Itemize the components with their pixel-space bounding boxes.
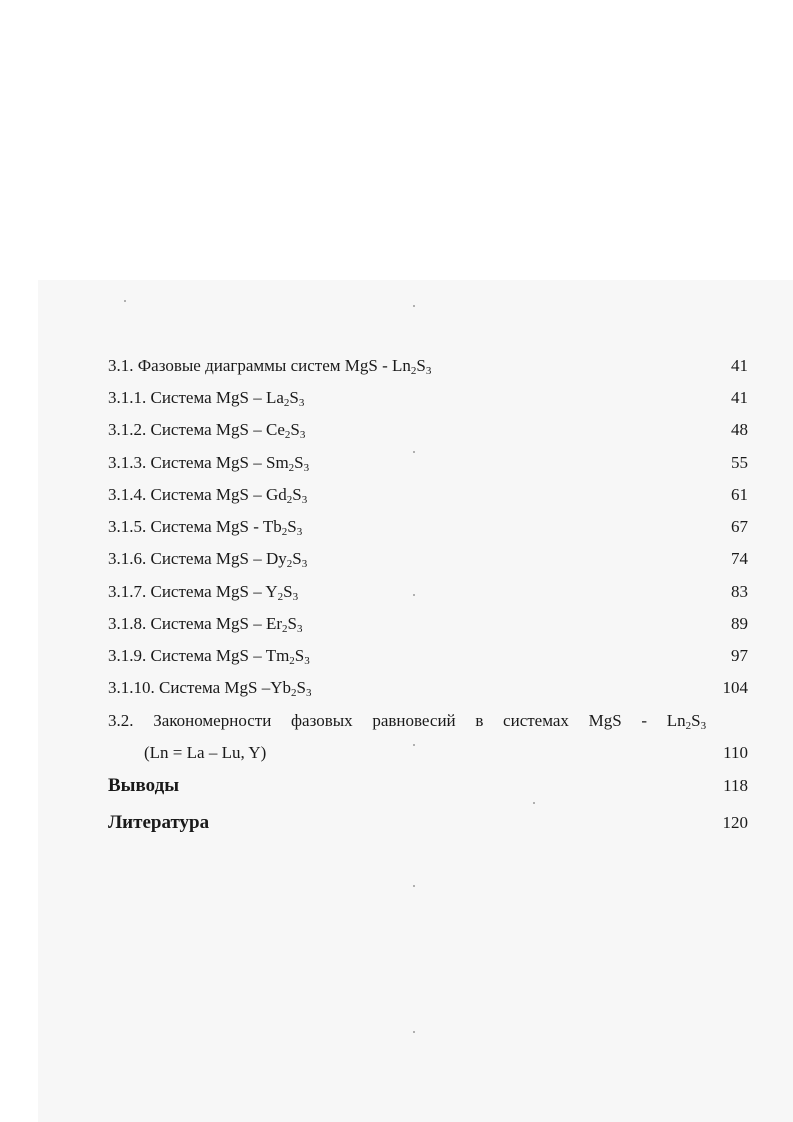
page-number: 41 <box>731 356 748 375</box>
page-number: 110 <box>723 743 748 762</box>
toc-entry-3-1-5[interactable]: 3.1.5. Система MgS - $Tb_2S_3$ 67 <box>108 517 748 538</box>
toc-entry-3-1-8[interactable]: 3.1.8. Система MgS – $Er_2S_3$ 89 <box>108 614 748 635</box>
toc-entry-3-1-2[interactable]: 3.1.2. Система MgS – $Ce_2S_3$ 48 <box>108 420 748 441</box>
toc-entry-literature[interactable]: Литература 120 <box>108 812 748 833</box>
page-number: 61 <box>731 485 748 504</box>
page-number: 67 <box>731 517 748 536</box>
toc-entry-3-2-continuation[interactable]: (Ln = La – Lu, Y) 110 <box>108 741 748 765</box>
toc-entry-3-1-7[interactable]: 3.1.7. Система MgS – $Y_2S_3$ 83 <box>108 582 748 603</box>
page-number: 55 <box>731 453 748 472</box>
toc-entry-3-1-1[interactable]: 3.1.1. Система MgS – $La_2S_3$ 41 <box>108 388 748 409</box>
page-number: 41 <box>731 388 748 407</box>
toc-entry-3-1[interactable]: 3.1. Фазовые диаграммы систем MgS - $Ln_2S_3$ 41 <box>108 356 748 377</box>
page-number: 74 <box>731 549 748 568</box>
page-number: 89 <box>731 614 748 633</box>
toc-entry-3-1-9[interactable]: 3.1.9. Система MgS – $Tm_2S_3$ 97 <box>108 646 748 667</box>
page-number: 97 <box>731 646 748 665</box>
toc-entry-3-1-3[interactable]: 3.1.3. Система MgS – $Sm_2S_3$ 55 <box>108 453 748 474</box>
page-number: 120 <box>722 813 748 832</box>
toc-entry-3-1-4[interactable]: 3.1.4. Система MgS – $Gd_2S_3$ 61 <box>108 485 748 506</box>
page-number: 83 <box>731 582 748 601</box>
page-number: 118 <box>723 776 748 795</box>
page-number: 104 <box>722 678 748 697</box>
toc-entry-3-2[interactable]: 3.2. Закономерности фазовых равновесий в системах MgS - $Ln_2S_3$ <box>108 711 707 732</box>
toc-entry-conclusions[interactable]: Выводы 118 <box>108 775 748 796</box>
toc-entry-3-1-10[interactable]: 3.1.10. Система MgS $-Yb_2S_3$ 104 <box>108 678 748 699</box>
toc-entry-3-1-6[interactable]: 3.1.6. Система MgS – $Dy_2S_3$ 74 <box>108 549 748 570</box>
page-number: 48 <box>731 420 748 439</box>
